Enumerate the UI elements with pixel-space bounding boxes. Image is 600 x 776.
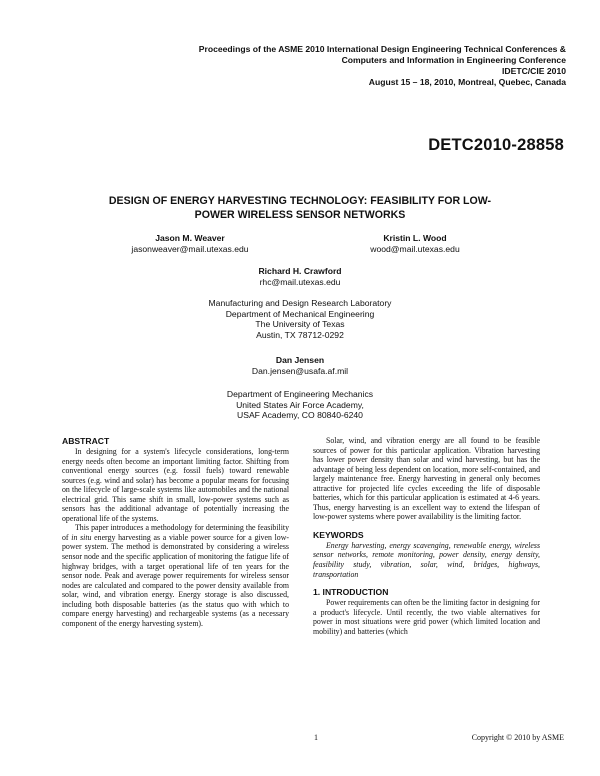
author-name: Kristin L. Wood <box>383 233 447 243</box>
proceedings-line: Computers and Information in Engineering Conference <box>341 55 566 65</box>
proceedings-line: August 15 – 18, 2010, Montreal, Quebec, Canada <box>368 77 566 87</box>
section-gap <box>313 522 540 530</box>
paper-id: DETC2010-28858 <box>428 136 564 154</box>
proceedings-header <box>86 44 566 88</box>
affiliation-line: Department of Mechanical Engineering <box>225 308 375 319</box>
abstract-paragraph-3: Solar, wind, and vibration energy are all found to be feasible sources of power for this particular application. Vibration harvesting has lower power density than solar and wind harvesting, but has the advantage of being less dependent on location, more self-contained, and largely maintenance free. Energy harvesting in general only becomes attractive for projected life cycles exceeding the life of disposable batteries, which for this particular application is estimated at 4-6 years. Thus, energy harvesting is an excellent way to extend the lifespan of low-power systems where power availability is the limiting factor. <box>313 436 540 522</box>
paper-title <box>80 195 520 222</box>
keywords-heading: KEYWORDS <box>313 529 364 540</box>
author-name: Dan Jensen <box>275 355 325 365</box>
page-number: 1 <box>314 733 318 742</box>
author-crawford <box>215 266 385 287</box>
author-email: jasonweaver@mail.utexas.edu <box>131 243 249 254</box>
section-gap <box>313 579 540 587</box>
author-wood <box>345 233 485 254</box>
affiliation-line: USAF Academy, CO 80840-6240 <box>237 410 363 421</box>
author-email: Dan.jensen@usafa.af.mil <box>251 365 349 376</box>
author-email: rhc@mail.utexas.edu <box>259 276 341 287</box>
abstract-text: This paper introduces a methodology for determining the feasibility of <box>62 523 289 542</box>
abstract-paragraph-2 <box>62 523 289 628</box>
abstract-paragraph-1: In designing for a system's lifecycle considerations, long-term energy needs often become an important limiting factor. Shifting from conventional energy sources (e.g. fossil fuels) toward renewable sources (e.g. wind and solar) has become a popular means for focusing on the lifecycle of large-scale systems like automobiles and the national electrical grid. This same shift in small, low-power systems such as sensors has the additional advantage of potentially increasing the operational life of the systems. <box>62 447 289 523</box>
affiliation-line: Manufacturing and Design Research Laboratory <box>208 298 392 308</box>
author-jensen <box>215 355 385 376</box>
abstract-heading: ABSTRACT <box>62 436 110 446</box>
affiliation-usafa <box>150 389 450 421</box>
author-name: Jason M. Weaver <box>155 233 225 243</box>
title-line-1: DESIGN OF ENERGY HARVESTING TECHNOLOGY: FEASIBILITY FOR LOW- <box>108 195 492 207</box>
title-line-2: POWER WIRELESS SENSOR NETWORKS <box>194 208 406 221</box>
right-column <box>313 436 540 636</box>
affiliation-line: Department of Engineering Mechanics <box>226 389 374 399</box>
proceedings-line: IDETC/CIE 2010 <box>502 66 566 76</box>
abstract-text: energy harvesting as a viable power source for a given low-power system. The method is demonstrated by considering a wireless sensor node and the specific application of monitoring the fatigue life of highway bridges, with a target operational life of ten years for the sensor node. Peak and average power requirements for wireless sensor nodes are calculated and compared to the power density available from solar, wind, and vibration energy. Energy storage is also discussed, including both disposable batteries (as the status quo with which to compare energy harvesting) and rechargeable systems (as a necessary component of the energy harvesting system). <box>62 532 289 628</box>
abstract-emphasis: in situ <box>71 532 92 542</box>
affiliation-line: Austin, TX 78712-0292 <box>256 329 344 340</box>
introduction-paragraph-1: Power requirements can often be the limiting factor in designing for a product's lifecycle. Until recently, the two viable alternatives for power in most situations were grid power (which limited location and mobility) and batteries (which <box>313 598 540 636</box>
affiliation-utexas <box>150 298 450 340</box>
author-name: Richard H. Crawford <box>258 266 342 276</box>
proceedings-line: Proceedings of the ASME 2010 International Design Engineering Technical Conferences & <box>198 44 566 54</box>
author-weaver <box>105 233 275 254</box>
left-column <box>62 436 289 628</box>
author-email: wood@mail.utexas.edu <box>370 243 460 254</box>
copyright-notice: Copyright © 2010 by ASME <box>471 733 564 742</box>
affiliation-line: United States Air Force Academy, <box>236 399 364 410</box>
introduction-heading: 1. INTRODUCTION <box>313 587 389 598</box>
affiliation-line: The University of Texas <box>255 319 345 330</box>
keywords-text: Energy harvesting, energy scavenging, renewable energy, wireless sensor networks, remote monitoring, power density, energy density, feasibility study, vibration, solar, wind, bridges, highways, transportation <box>313 540 540 579</box>
